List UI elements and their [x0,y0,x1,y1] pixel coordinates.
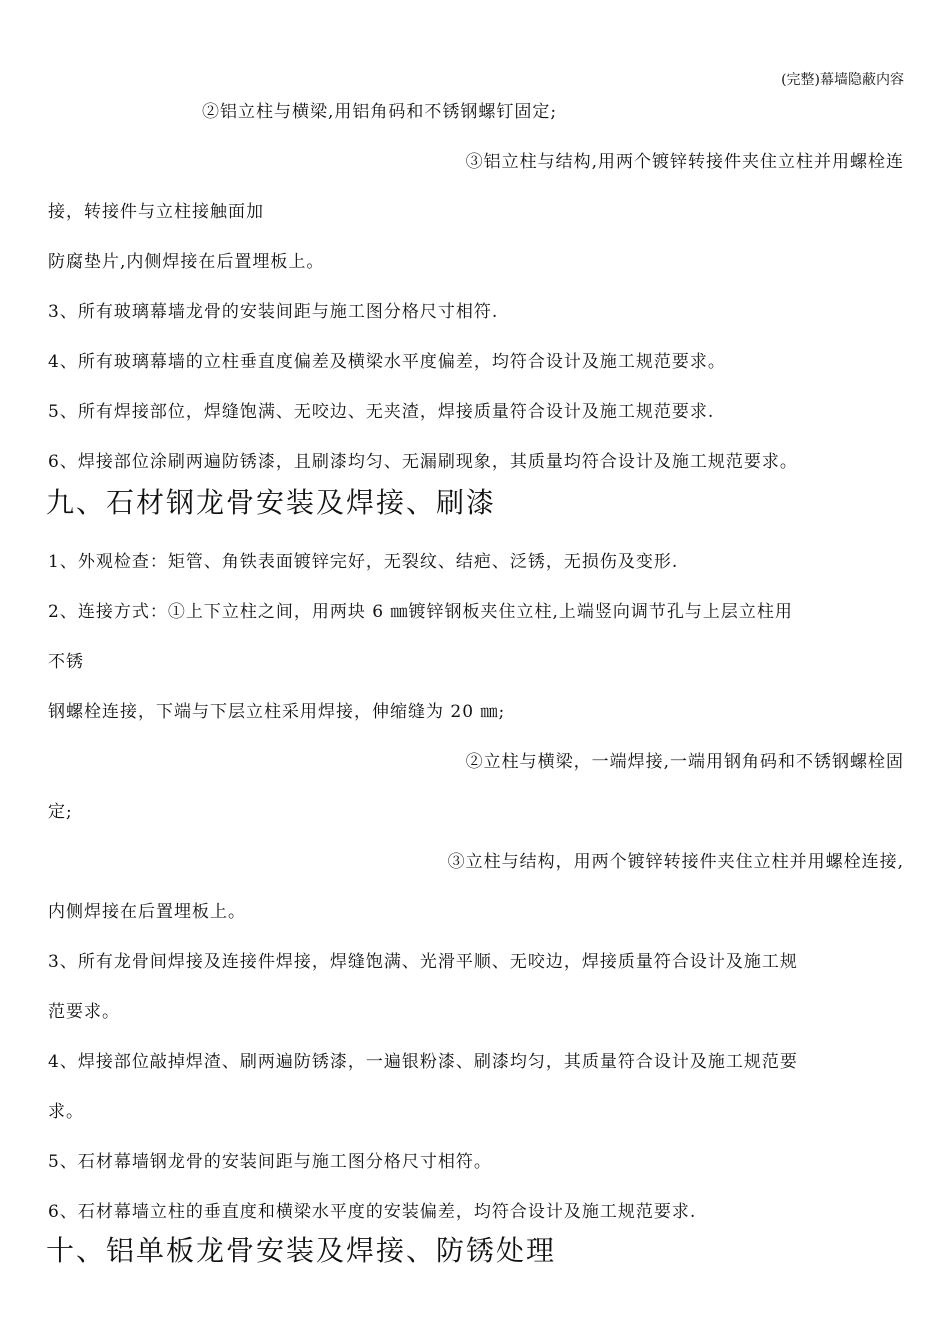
paragraph-line: 防腐垫片,内侧焊接在后置埋板上。 [48,252,325,272]
paragraph-line: 1、外观检查：矩管、角铁表面镀锌完好，无裂纹、结疤、泛锈，无损伤及变形. [48,552,679,572]
paragraph-line: 6、焊接部位涂刷两遍防锈漆，且刷漆均匀、无漏刷现象，其质量均符合设计及施工规范要求。 [48,452,798,472]
paragraph-line: 3、所有龙骨间焊接及连接件焊接，焊缝饱满、光滑平顺、无咬边，焊接质量符合设计及施工规 [48,952,798,972]
section-heading: 十、铝单板龙骨安装及焊接、防锈处理 [46,1234,557,1267]
paragraph-line: 接，转接件与立柱接触面加 [48,202,264,222]
paragraph-line: 5、石材幕墙钢龙骨的安装间距与施工图分格尺寸相符。 [48,1152,492,1172]
paragraph-line: 5、所有焊接部位，焊缝饱满、无咬边、无夹渣，焊接质量符合设计及施工规范要求. [48,402,715,422]
paragraph-line: 定; [48,802,73,822]
paragraph-line: 2、连接方式：①上下立柱之间，用两块 6 ㎜镀锌钢板夹住立柱,上端竖向调节孔与上层立柱用 [48,602,793,622]
section-heading: 九、石材钢龙骨安装及焊接、刷漆 [46,486,497,519]
paragraph-line: ②铝立柱与横梁,用铝角码和不锈钢螺钉固定; [202,102,558,122]
paragraph-line: 求。 [48,1102,84,1122]
paragraph-line: 不锈 [48,652,84,672]
paragraph-line: 内侧焊接在后置埋板上。 [48,902,246,922]
paragraph-line: 4、焊接部位敲掉焊渣、刷两遍防锈漆，一遍银粉漆、刷漆均匀，其质量符合设计及施工规范要 [48,1052,798,1072]
page-header: (完整)幕墙隐蔽内容 [781,72,904,88]
paragraph-line: ③立柱与结构，用两个镀锌转接件夹住立柱并用螺栓连接, [447,852,904,872]
paragraph-line: ③铝立柱与结构,用两个镀锌转接件夹住立柱并用螺栓连 [465,152,904,172]
paragraph-line: ②立柱与横梁，一端焊接,一端用钢角码和不锈钢螺栓固 [465,752,904,772]
paragraph-line: 钢螺栓连接，下端与下层立柱采用焊接，伸缩缝为 20 ㎜; [48,702,506,722]
paragraph-line: 4、所有玻璃幕墙的立柱垂直度偏差及横梁水平度偏差，均符合设计及施工规范要求。 [48,352,726,372]
paragraph-line: 6、石材幕墙立柱的垂直度和横梁水平度的安装偏差，均符合设计及施工规范要求. [48,1202,697,1222]
paragraph-line: 3、所有玻璃幕墙龙骨的安装间距与施工图分格尺寸相符. [48,302,499,322]
paragraph-line: 范要求。 [48,1002,120,1022]
